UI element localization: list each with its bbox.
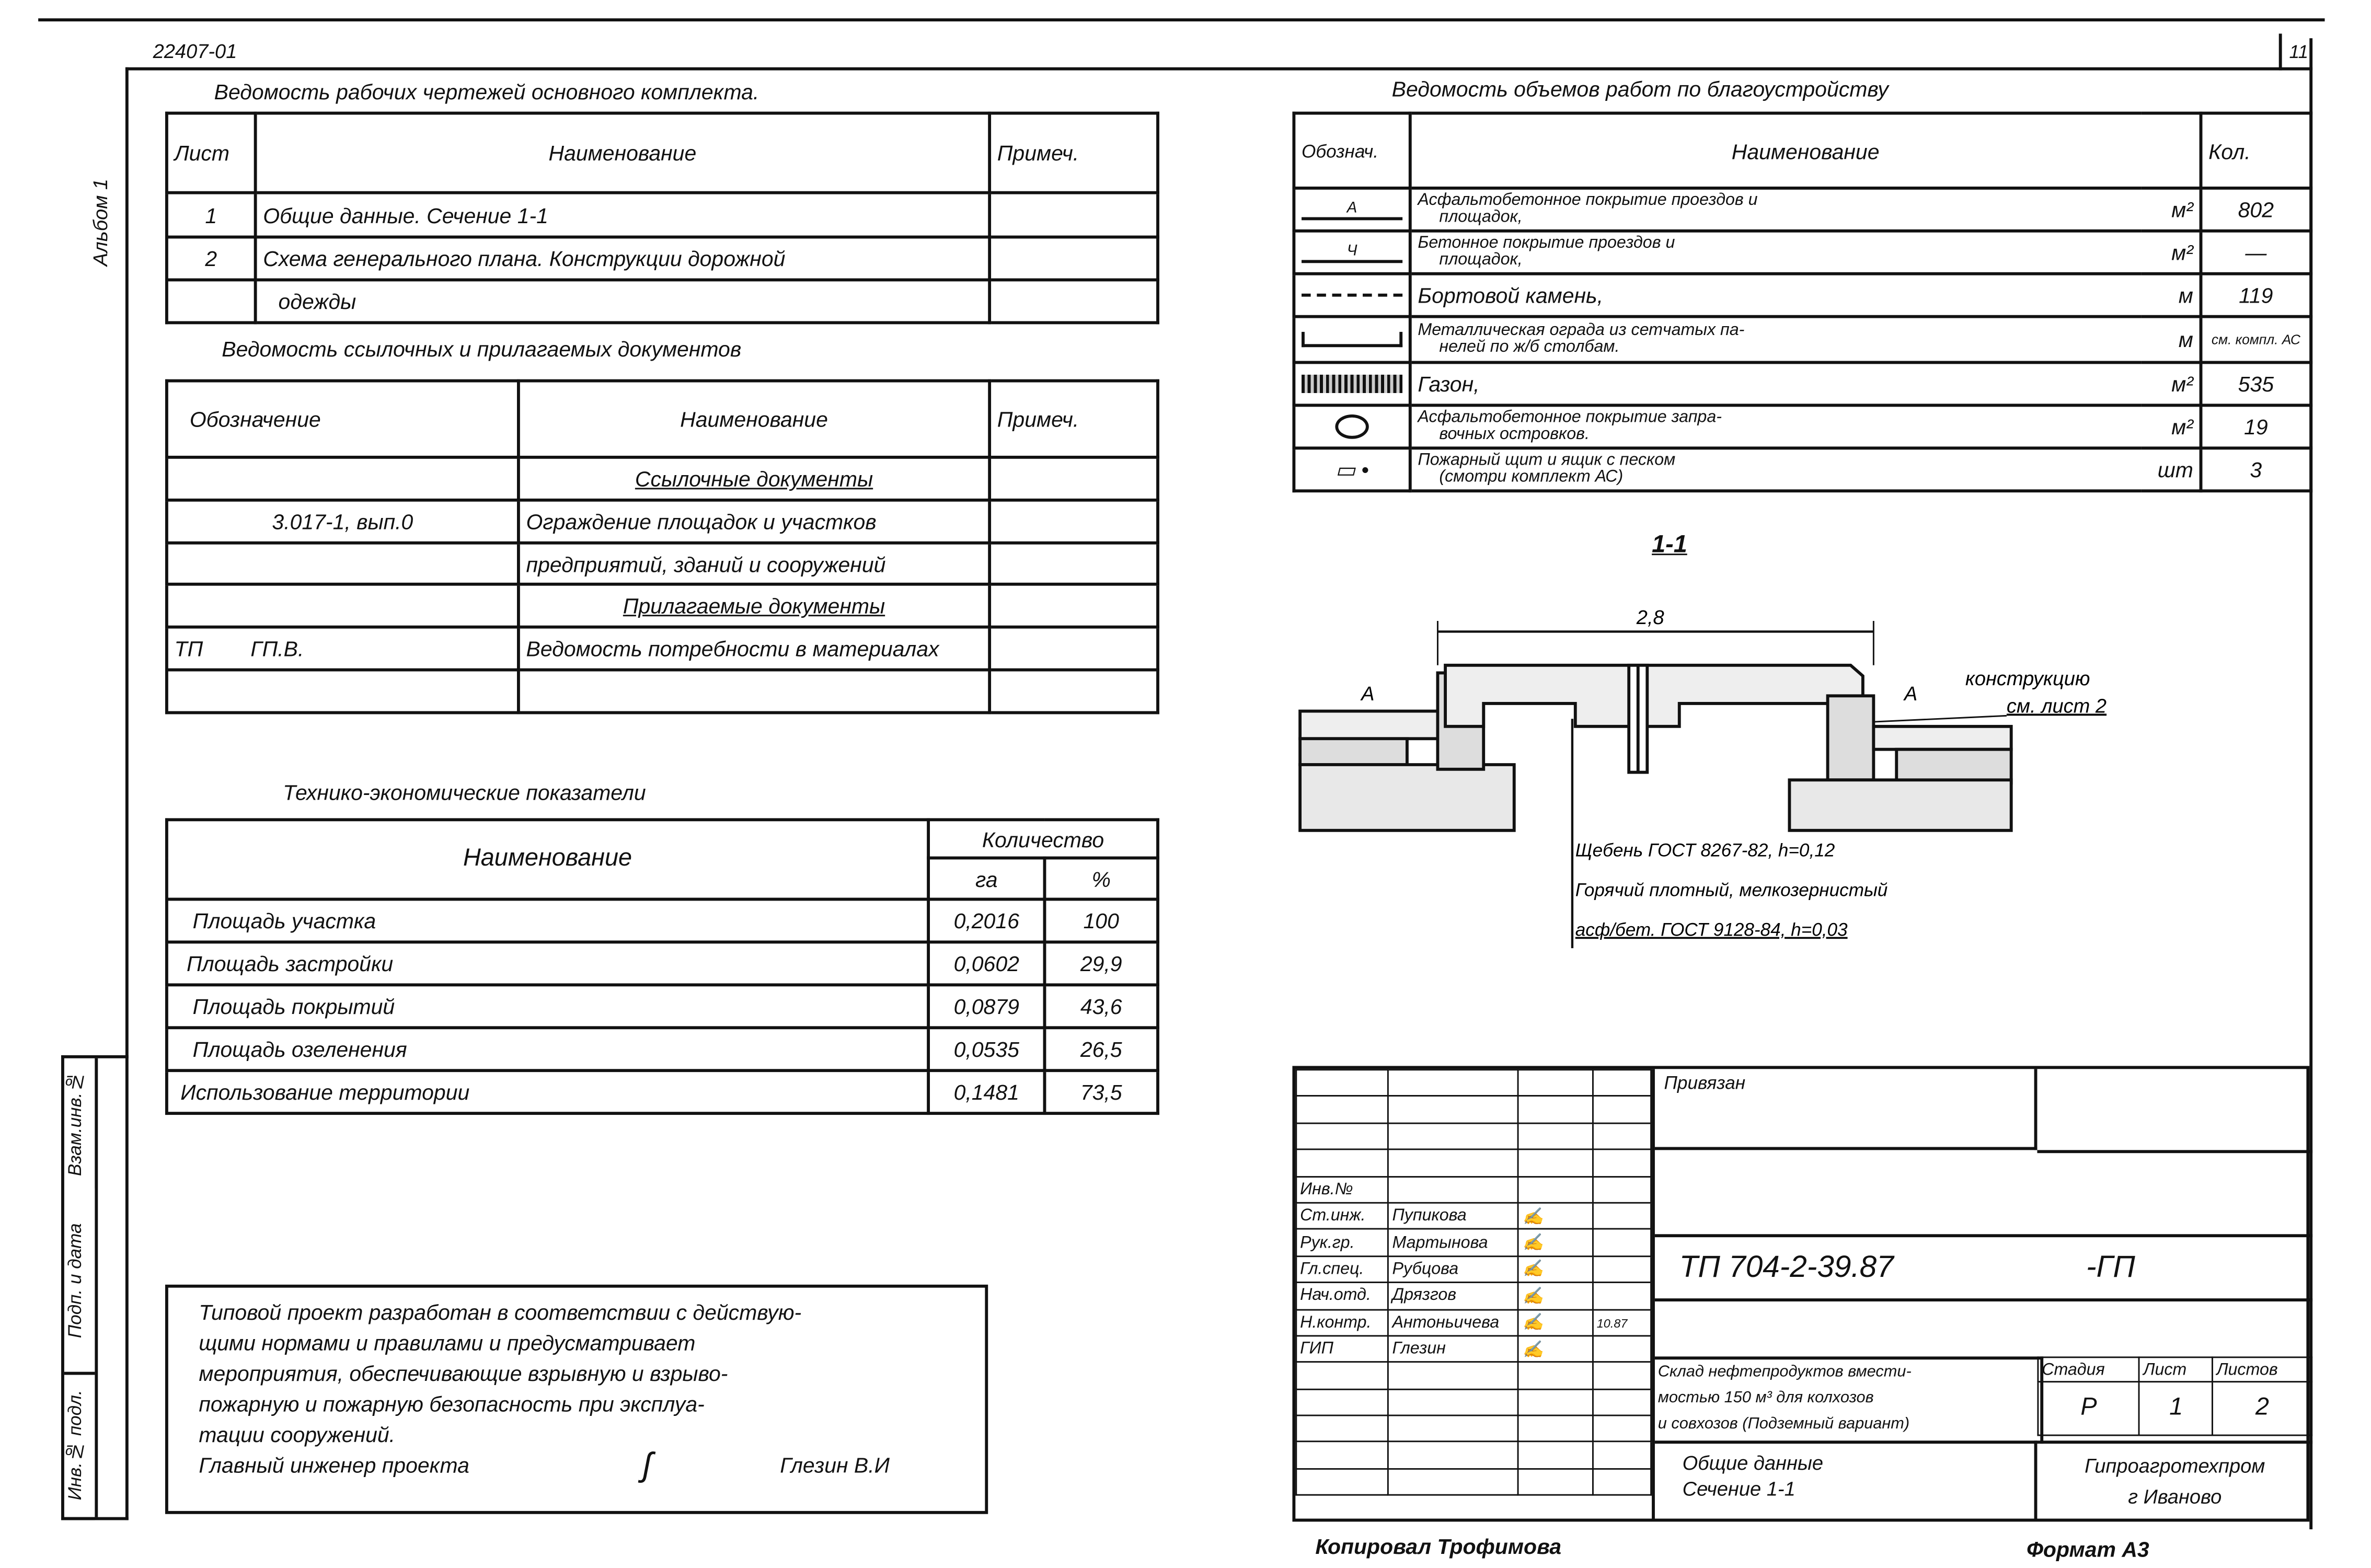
signer-name: Глезин В.И [780,1452,890,1478]
note-line: тации сооружений. [199,1422,396,1447]
right-pavement [1789,696,2011,830]
title-block-main [1652,1069,2312,1518]
table-row: А Асфальтобетонное покрытие проездов и площадок, м² 802 [1294,188,2311,231]
title-block-staff-grid [1295,1069,1652,1496]
signature-icon: ✍ [1522,1340,1544,1359]
mark-a-left: А [1361,683,1375,706]
title-block-row [1296,1070,1651,1097]
section-drawing [1285,581,2142,964]
table-row: Ч Бетонное покрытие проездов и площадок, м² — [1294,231,2311,274]
note-line: мероприятия, обеспечивающие взрывную и взрыво- [199,1361,728,1386]
note-line: Типовой проект разработан в соответствии с действую- [199,1300,802,1324]
table-row: 1 Общие данные. Сечение 1-1 [167,193,1158,237]
note-box [165,1285,988,1514]
title-block-row: Инв.№ [1296,1176,1651,1203]
doc-code: 22407-01 [153,40,237,63]
header: Примеч. [989,381,1158,457]
mark-a-right: А [1904,683,1918,706]
title-block-row [1296,1389,1651,1415]
header: Обозначение [167,381,519,457]
sheet-number: 11 [2279,33,2316,70]
header: Наименование [256,113,989,193]
section-note-3: асф/бет. ГОСТ 9128-84, h=0,03 [1575,919,1848,940]
table-row: 2 Схема генерального плана. Конструкции дорожной [167,237,1158,280]
table-row: Площадь озеленения 0,0535 26,5 [167,1028,1158,1070]
title-block-row [1296,1469,1651,1495]
signature-icon: ✍ [1522,1234,1544,1253]
callout-line-1: конструкцию [1965,667,2090,690]
table-row: Площадь застройки 0,0602 29,9 [167,942,1158,985]
title-block-row [1296,1097,1651,1123]
docs-list-title: Ведомость ссылочных и прилагаемых документов [222,336,742,361]
table-row: Использование территории 0,1481 73,5 [167,1070,1158,1113]
title-block-row: Рук.гр. Мартынова ✍ [1296,1229,1651,1256]
signature-icon: ✍ [1522,1261,1544,1279]
drawings-list-table [165,112,1159,325]
attached-cell: Привязан [1655,1069,2038,1150]
section-label: 1-1 [1652,532,1687,558]
signature-icon: ✍ [1522,1287,1544,1306]
stage-table: Стадия Лист Листов Р 1 2 [2037,1356,2312,1436]
note-line: пожарную и пожарную безопасность при эксплуа- [199,1391,705,1416]
header: Наименование [519,381,989,457]
table-row: Площадь участка 0,2016 100 [167,899,1158,942]
sheet-title: Общие данные Сечение 1-1 [1655,1440,2038,1518]
table-row: Ссылочные документы [167,457,1158,500]
docs-list-table [165,379,1159,714]
works-title: Ведомость объемов работ по благоустройству [1391,76,1889,101]
callout-line-2: см. лист 2 [2006,695,2107,718]
table-row: ▭ • Пожарный щит и ящик с песком (смотри комплект АС) шт 3 [1294,448,2311,491]
title-block-row [1296,1415,1651,1442]
title-block-row: Нач.отд. Дрязгов ✍ [1296,1283,1651,1309]
dimension-label: 2,8 [1636,606,1664,629]
table-row: Металлическая ограда из сетчатых па- нелей по ж/б столбам. м см. компл. АС [1294,317,2311,363]
legend-line-icon: Ч [1302,243,1402,262]
legend-line-icon [1302,294,1402,297]
table-row: Асфальтобетонное покрытие запра- вочных островков. м² 19 [1294,405,2311,448]
table-row: Бортовой камень, м 119 [1294,274,2311,317]
organization: Гипроагротехпром г Иваново [2037,1440,2312,1518]
title-block-row [1296,1123,1651,1150]
project-code [1655,1234,2312,1301]
fire-shield-icon: ▭ • [1335,456,1369,481]
works-table [1292,112,2312,493]
tep-title: Технико-экономические показатели [283,780,646,805]
section-note-1: Щебень ГОСТ 8267-82, h=0,12 [1575,840,1835,861]
signature-icon: ʃ [642,1445,652,1484]
signer-role: Главный инженер проекта [199,1452,469,1478]
header: Наименование [167,820,928,899]
lawn-hatch-icon [1302,375,1402,393]
top-trim-line [38,18,2324,21]
header: Количество [928,820,1158,858]
header: Примеч. [989,113,1158,193]
legend-line-icon: А [1302,200,1402,220]
table-row: предприятий, зданий и сооружений [167,543,1158,584]
table-row: Газон, м² 535 [1294,362,2311,405]
header: га [928,858,1044,899]
title-block-row: Гл.спец. Рубцова ✍ [1296,1256,1651,1283]
stamp-replace-inv: Взам.инв.№ [64,1058,96,1189]
table-row: одежды [167,280,1158,322]
table-row [167,670,1158,713]
header: Обознач. [1294,113,1410,188]
table-row: ТП ГП.В. Ведомость потребности в материалах [167,627,1158,670]
title-block-row: Н.контр. Антоньичева ✍ 10.87 [1296,1309,1651,1336]
table-row: 3.017-1, вып.0 Ограждение площадок и участков [167,500,1158,543]
table-row: Прилагаемые документы [167,584,1158,627]
note-line: щими нормами и правилами и предусматривает [199,1330,696,1355]
title-block-row [1296,1442,1651,1469]
fence-icon [1302,332,1402,347]
project-code-suffix: -ГП [2086,1251,2135,1285]
signature-icon: ✍ [1522,1207,1544,1226]
header: Наименование [1410,113,2201,188]
title-block [1292,1066,2309,1521]
object-name: Склад нефтепродуктов вмести- мостью 150 м³ для колхозов и совхозов (Подземный вариант) [1655,1356,2043,1444]
header: Кол. [2201,113,2311,188]
signature-icon: ✍ [1522,1314,1544,1333]
section-note-2: Горячий плотный, мелкозернистый [1575,880,1888,901]
project-code-text: ТП 704-2-39.87 [1679,1251,1894,1285]
header: Лист [167,113,256,193]
island-slab [1445,665,1863,773]
stamp-sign-date: Подп. и дата [64,1189,95,1375]
format-label: Формат А3 [2026,1537,2149,1562]
frame-top [125,67,2312,71]
title-block-row [1296,1149,1651,1176]
tep-table [165,818,1159,1115]
header: % [1044,858,1158,899]
title-block-row: Ст.инж. Пупикова ✍ [1296,1203,1651,1229]
title-block-row [1296,1362,1651,1389]
title-block-row: ГИП Глезин ✍ [1296,1336,1651,1363]
stamp-inv-orig: Инв.№ подл. [64,1372,95,1520]
table-row: Площадь покрытий 0,0879 43,6 [167,985,1158,1028]
album-label: Альбом 1 [88,178,112,266]
left-stamp [61,1055,129,1520]
copied-by: Копировал Трофимова [1315,1534,1562,1559]
drawings-list-title: Ведомость рабочих чертежей основного комплекта. [214,79,759,104]
island-icon [1335,414,1368,439]
